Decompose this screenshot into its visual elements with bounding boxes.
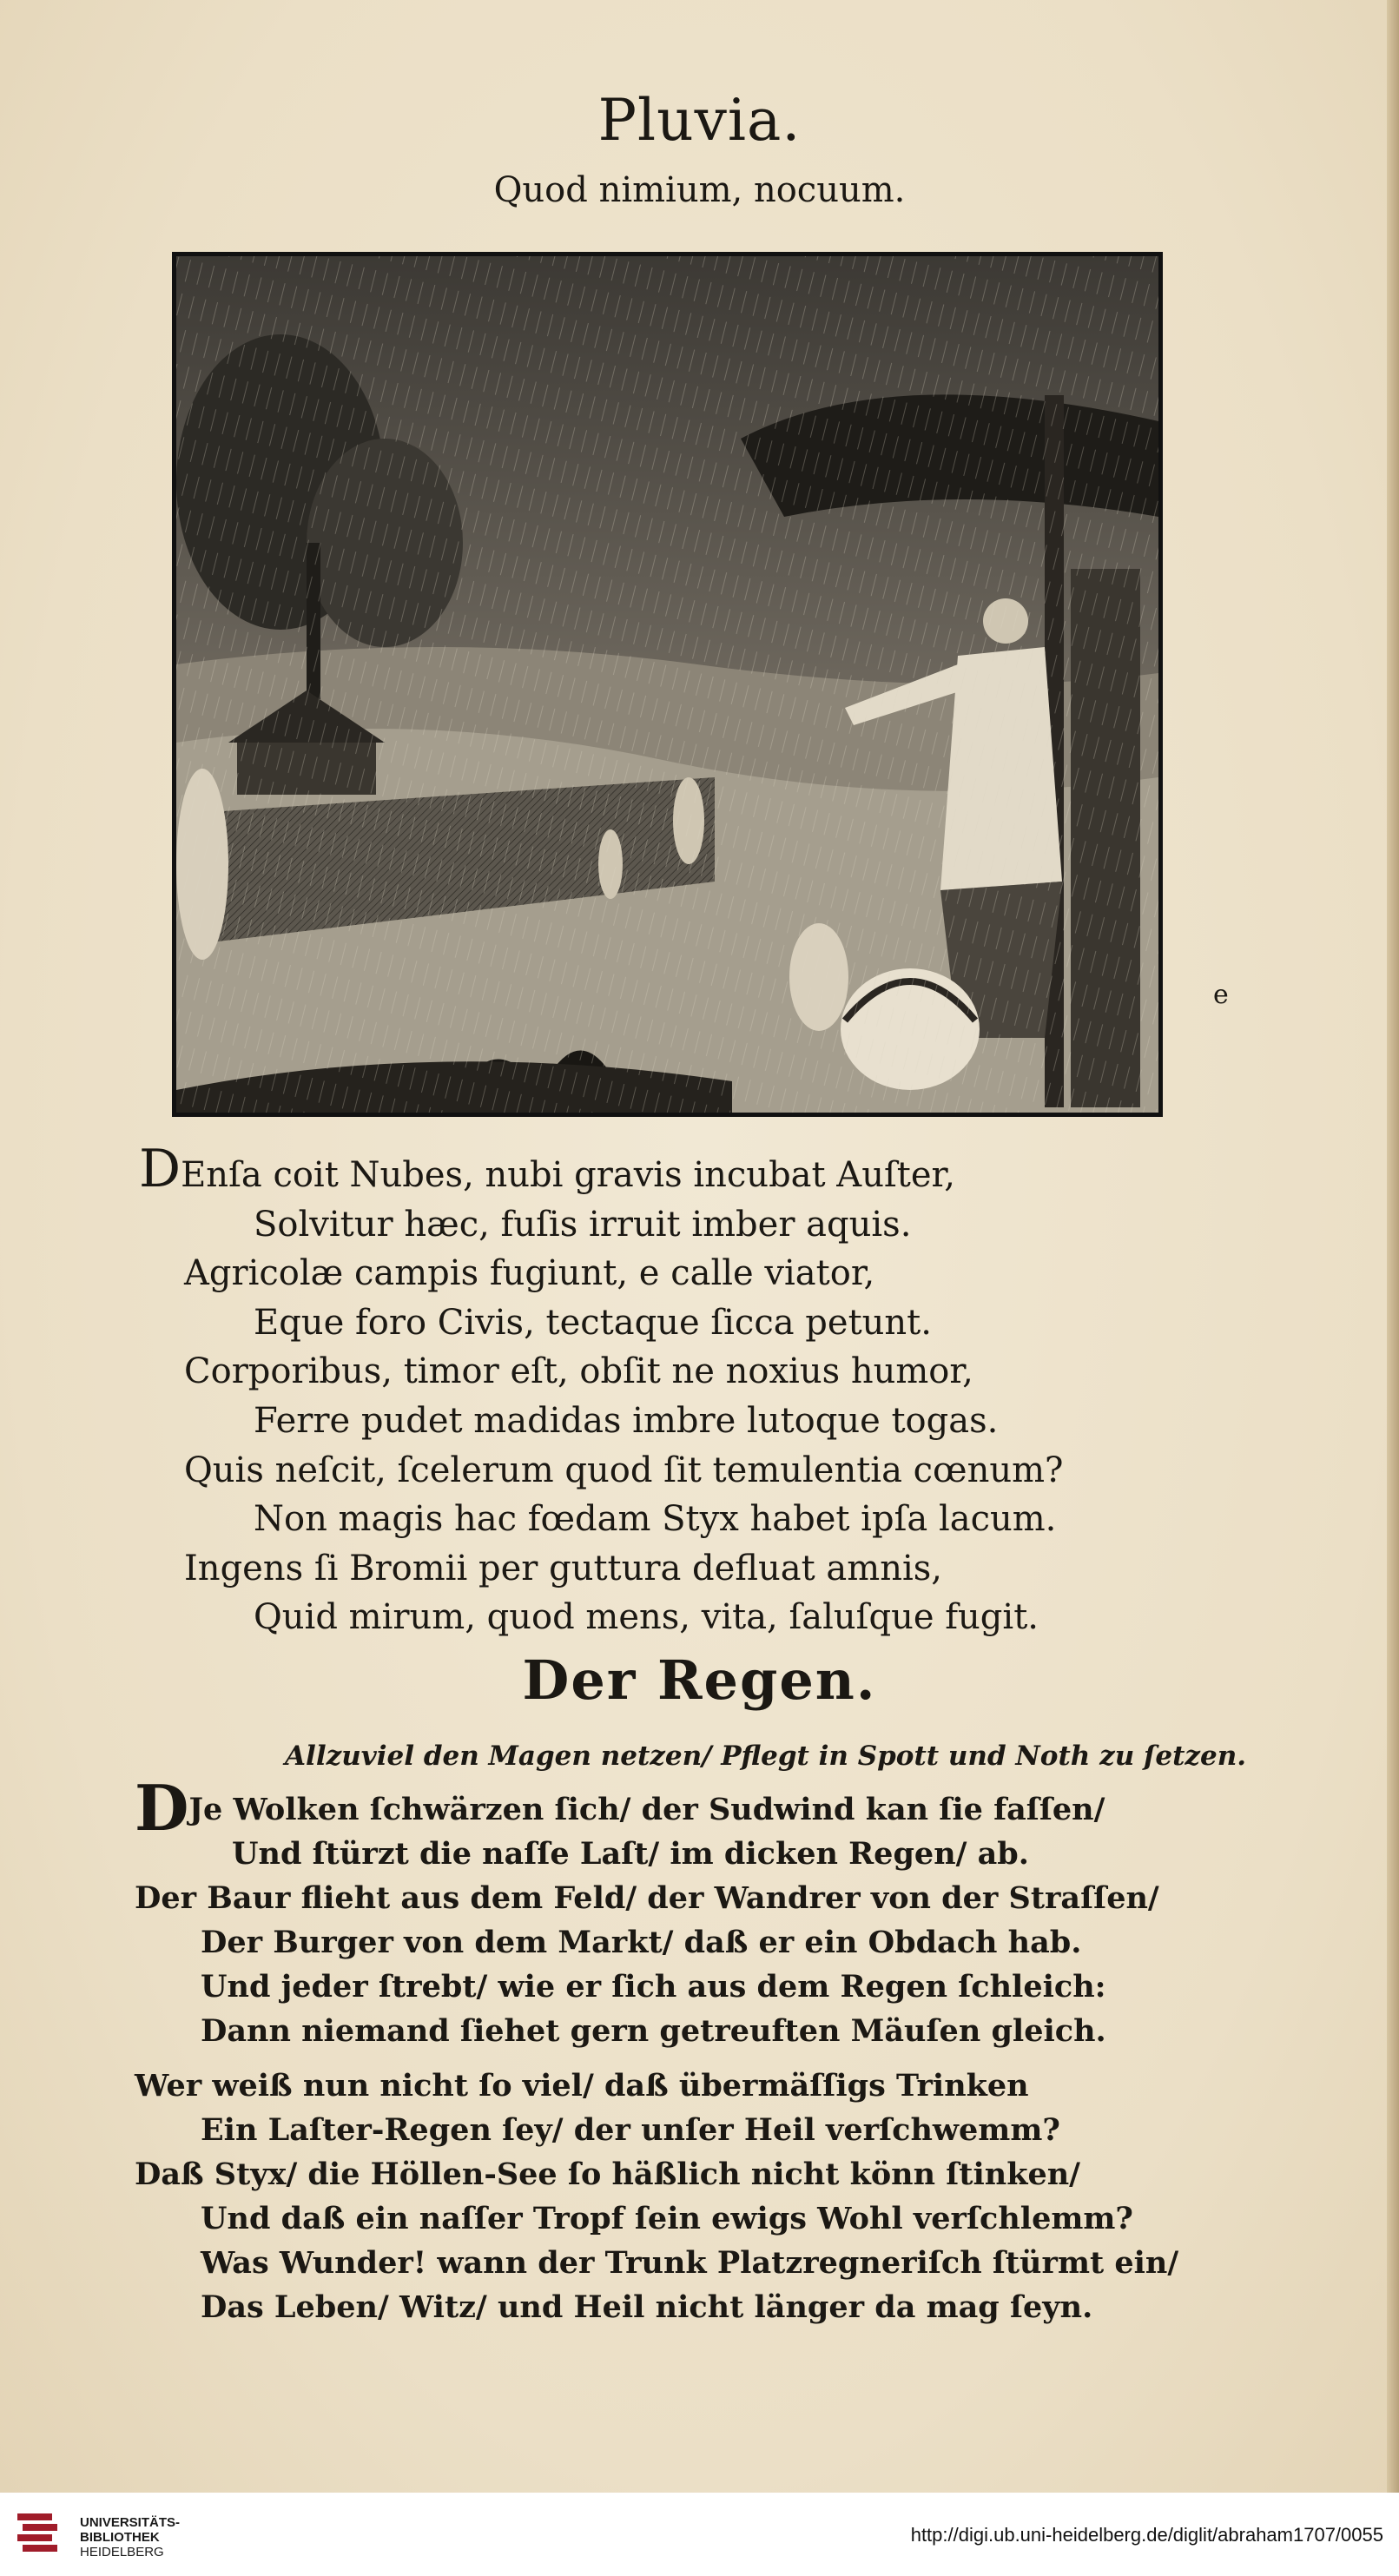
permalink-url[interactable]: http://digi.ub.uni-heidelberg.de/diglit/abraham1707/0055 [910, 2524, 1383, 2546]
latin-line: Solvitur hæc, fuſis irruit imber aquis. [254, 1204, 912, 1245]
latin-line: DEnſa coit Nubes, nubi gravis incubat Auſter, [139, 1139, 955, 1199]
page-edge [1387, 0, 1399, 2493]
german-line: Und jeder ſtrebt/ wie er ſich aus dem Regen ſchleich: [201, 1969, 1106, 2005]
german-title: Der Regen. [522, 1648, 877, 1712]
german-line: Ein Laſter-Regen ſey/ der unſer Heil verſchwemm? [201, 2112, 1060, 2148]
german-line: Und daß ein naſſer Tropf ſein ewigs Wohl verſchlemm? [201, 2201, 1133, 2236]
latin-line: Eque foro Civis, tectaque ſicca petunt. [254, 1302, 932, 1343]
latin-line: Corporibus, timor eſt, obſit ne noxius humor, [184, 1351, 973, 1392]
german-line: Der Burger von dem Markt/ daß er ein Obdach hab. [201, 1925, 1082, 1960]
latin-motto: Quod nimium, nocuum. [493, 170, 906, 210]
german-line: Dann niemand ſiehet gern getreuften Mäuſen gleich. [201, 2013, 1106, 2049]
page-title: Pluvia. [597, 87, 802, 154]
german-line: Daß Styx/ die Höllen-See ſo häßlich nicht könn ſtinken/ [135, 2157, 1080, 2192]
latin-line: Quid mirum, quod mens, vita, ſaluſque fugit. [254, 1597, 1039, 1638]
rain-engraving-illustration [172, 252, 1163, 1117]
margin-mark: e [1213, 980, 1229, 1010]
german-motto: Allzuviel den Magen netzen/ Pflegt in Spott und Noth zu ſetzen. [285, 1740, 1247, 1772]
latin-line: Non magis hac fœdam Styx habet ipſa lacum. [254, 1499, 1057, 1540]
latin-line: Agricolæ campis fugiunt, e calle viator, [184, 1253, 875, 1294]
german-poem [135, 1771, 1290, 2329]
german-line: Das Leben/ Witz/ und Heil nicht länger da mag ſeyn. [201, 2289, 1093, 2325]
engraving-scene [176, 256, 1158, 1113]
german-line: Und ſtürzt die naſſe Laſt/ im dicken Regen/ ab. [232, 1836, 1029, 1872]
viewer-footer [0, 2493, 1399, 2576]
german-line: DJe Wolken ſchwärzen ſich/ der Sudwind kan ſie faſſen/ [135, 1771, 1105, 1845]
latin-line: Ingens ſi Bromii per guttura defluat amnis, [184, 1548, 942, 1589]
library-name: UNIVERSITÄTS- BIBLIOTHEK HEIDELBERG [80, 2515, 181, 2559]
library-logo-icon [14, 2508, 63, 2557]
german-line: Was Wunder! wann der Trunk Platzregneriſch ſtürmt ein/ [201, 2245, 1179, 2281]
latin-line: Quis neſcit, ſcelerum quod ſit temulentia cœnum? [184, 1450, 1064, 1490]
latin-line: Ferre pudet madidas imbre lutoque togas. [254, 1400, 999, 1441]
german-drop-cap: D [135, 1771, 189, 1845]
latin-poem [139, 1139, 1268, 1642]
latin-drop-cap: D [139, 1139, 181, 1199]
german-line: Der Baur flieht aus dem Feld/ der Wandrer von der Straſſen/ [135, 1880, 1159, 1916]
german-line: Wer weiß nun nicht ſo viel/ daß übermäſſigs Trinken [135, 2068, 1029, 2104]
